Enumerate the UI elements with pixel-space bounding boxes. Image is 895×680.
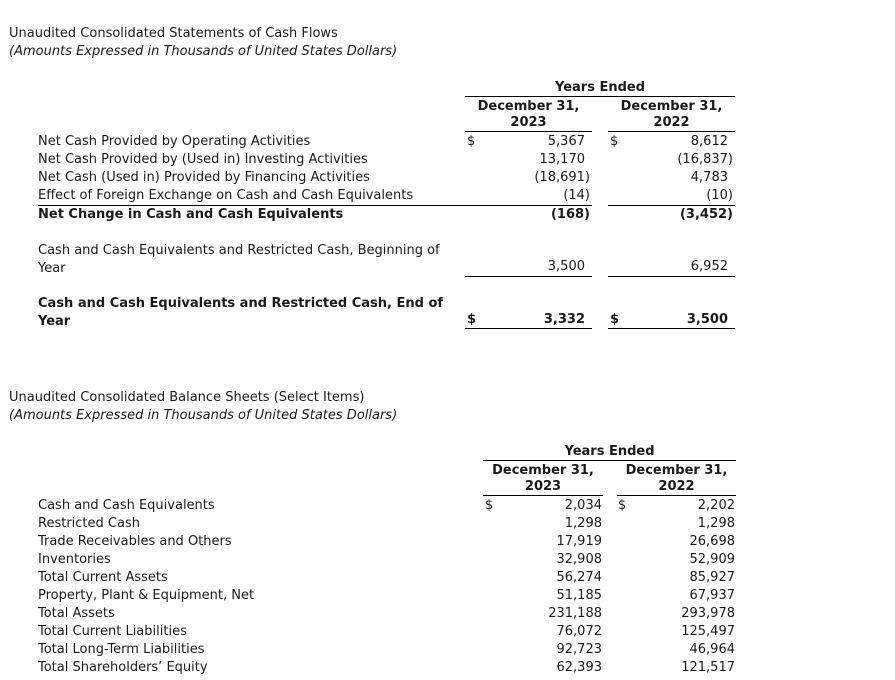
bs-value-2022: 1,298 [697, 516, 735, 531]
bs-row-label: Total Shareholders’ Equity [38, 660, 208, 675]
bs-value-2022: 26,698 [689, 534, 735, 549]
bs-col-2022-rule [617, 495, 736, 496]
cf-group-header: Years Ended [554, 80, 646, 95]
bs-value-2023: 62,393 [556, 660, 602, 675]
bs-row-label: Total Current Assets [38, 570, 168, 585]
bs-col-2023-header: December 31, 2023 [492, 463, 594, 494]
cash-flows-title: Unaudited Consolidated Statements of Cash Flows [9, 26, 338, 41]
bs-row-label: Trade Receivables and Others [38, 534, 232, 549]
bs-value-2022: 125,497 [681, 624, 735, 639]
cf-row-label: Net Cash Provided by (Used in) Investing Activities [38, 152, 368, 167]
cf-value-2022: (16,837) [677, 152, 733, 167]
bs-row-label: Total Assets [38, 606, 115, 621]
bs-row-label: Total Current Liabilities [38, 624, 187, 639]
currency-symbol: $ [467, 134, 476, 149]
bs-col-2023-rule [483, 495, 603, 496]
cf-value-2022: 4,783 [690, 170, 728, 185]
bs-group-header: Years Ended [564, 444, 655, 459]
bs-value-2022: 85,927 [689, 570, 735, 585]
cf-row-label: Effect of Foreign Exchange on Cash and Cash Equivalents [38, 188, 414, 203]
bs-value-2023: 17,919 [556, 534, 602, 549]
cf-value-2022: (3,452) [679, 207, 733, 222]
bs-value-2023: 1,298 [564, 516, 602, 531]
cf-ending-rule-2022 [608, 328, 735, 329]
bs-row-label: Property, Plant & Equipment, Net [38, 588, 255, 603]
cf-ending-label: Cash and Cash Equivalents and Restricted Cash, End of Year [38, 296, 444, 329]
cf-value-2023: 3,332 [543, 312, 585, 327]
cf-beginning-rule-2023 [465, 276, 592, 277]
balance-sheet-subtitle: (Amounts Expressed in Thousands of United States Dollars) [9, 408, 398, 423]
currency-symbol: $ [618, 498, 627, 513]
bs-row-label: Total Long-Term Liabilities [38, 642, 205, 657]
currency-symbol: $ [610, 134, 619, 149]
cf-col-2022-rule [608, 131, 735, 132]
bs-value-2022: 2,202 [697, 498, 735, 513]
cf-value-2023: 13,170 [539, 152, 585, 167]
cf-value-2022: (10) [706, 188, 733, 203]
cf-beginning-rule-2022 [608, 276, 735, 277]
bs-value-2023: 231,188 [548, 606, 602, 621]
cf-value-2022: 3,500 [686, 312, 728, 327]
bs-row-label: Cash and Cash Equivalents [38, 498, 215, 513]
balance-sheet-title: Unaudited Consolidated Balance Sheets (Select Items) [9, 390, 365, 405]
bs-value-2023: 76,072 [556, 624, 602, 639]
bs-value-2023: 56,274 [556, 570, 602, 585]
bs-row-label: Inventories [38, 552, 111, 567]
cf-row-label: Net Change in Cash and Cash Equivalents [38, 207, 344, 222]
bs-value-2022: 293,978 [681, 606, 735, 621]
cf-value-2023: (18,691) [534, 170, 590, 185]
cf-value-2023: 5,367 [547, 134, 585, 149]
cf-row-label: Net Cash Provided by Operating Activities [38, 134, 311, 149]
cf-ending-rule-2023 [465, 328, 592, 329]
bs-value-2023: 2,034 [564, 498, 602, 513]
cash-flows-subtitle: (Amounts Expressed in Thousands of United States Dollars) [9, 44, 398, 59]
cf-col-2023-header: December 31, 2023 [477, 99, 580, 130]
cf-col-2023-rule [465, 131, 592, 132]
cf-value-2023: (14) [563, 188, 590, 203]
cf-header-rule [465, 96, 735, 97]
cf-beginning-label: Cash and Cash Equivalents and Restricted Cash, Beginning of Year [38, 243, 440, 276]
currency-symbol: $ [485, 498, 494, 513]
currency-symbol: $ [610, 312, 620, 327]
cf-value-2022: 8,612 [690, 134, 728, 149]
bs-header-rule [483, 460, 736, 461]
bs-value-2022: 121,517 [681, 660, 735, 675]
bs-value-2023: 92,723 [556, 642, 602, 657]
bs-value-2023: 51,185 [556, 588, 602, 603]
cf-row-label: Net Cash (Used in) Provided by Financing Activities [38, 170, 370, 185]
currency-symbol: $ [467, 312, 477, 327]
cf-value-2023: 3,500 [547, 259, 585, 274]
bs-value-2022: 46,964 [689, 642, 735, 657]
bs-value-2022: 52,909 [689, 552, 735, 567]
bs-row-label: Restricted Cash [38, 516, 140, 531]
bs-col-2022-header: December 31, 2022 [625, 463, 728, 494]
bs-value-2023: 32,908 [556, 552, 602, 567]
bs-value-2022: 67,937 [689, 588, 735, 603]
cf-value-2023: (168) [550, 207, 590, 222]
cf-col-2022-header: December 31, 2022 [620, 99, 723, 130]
cf-value-2022: 6,952 [690, 259, 728, 274]
